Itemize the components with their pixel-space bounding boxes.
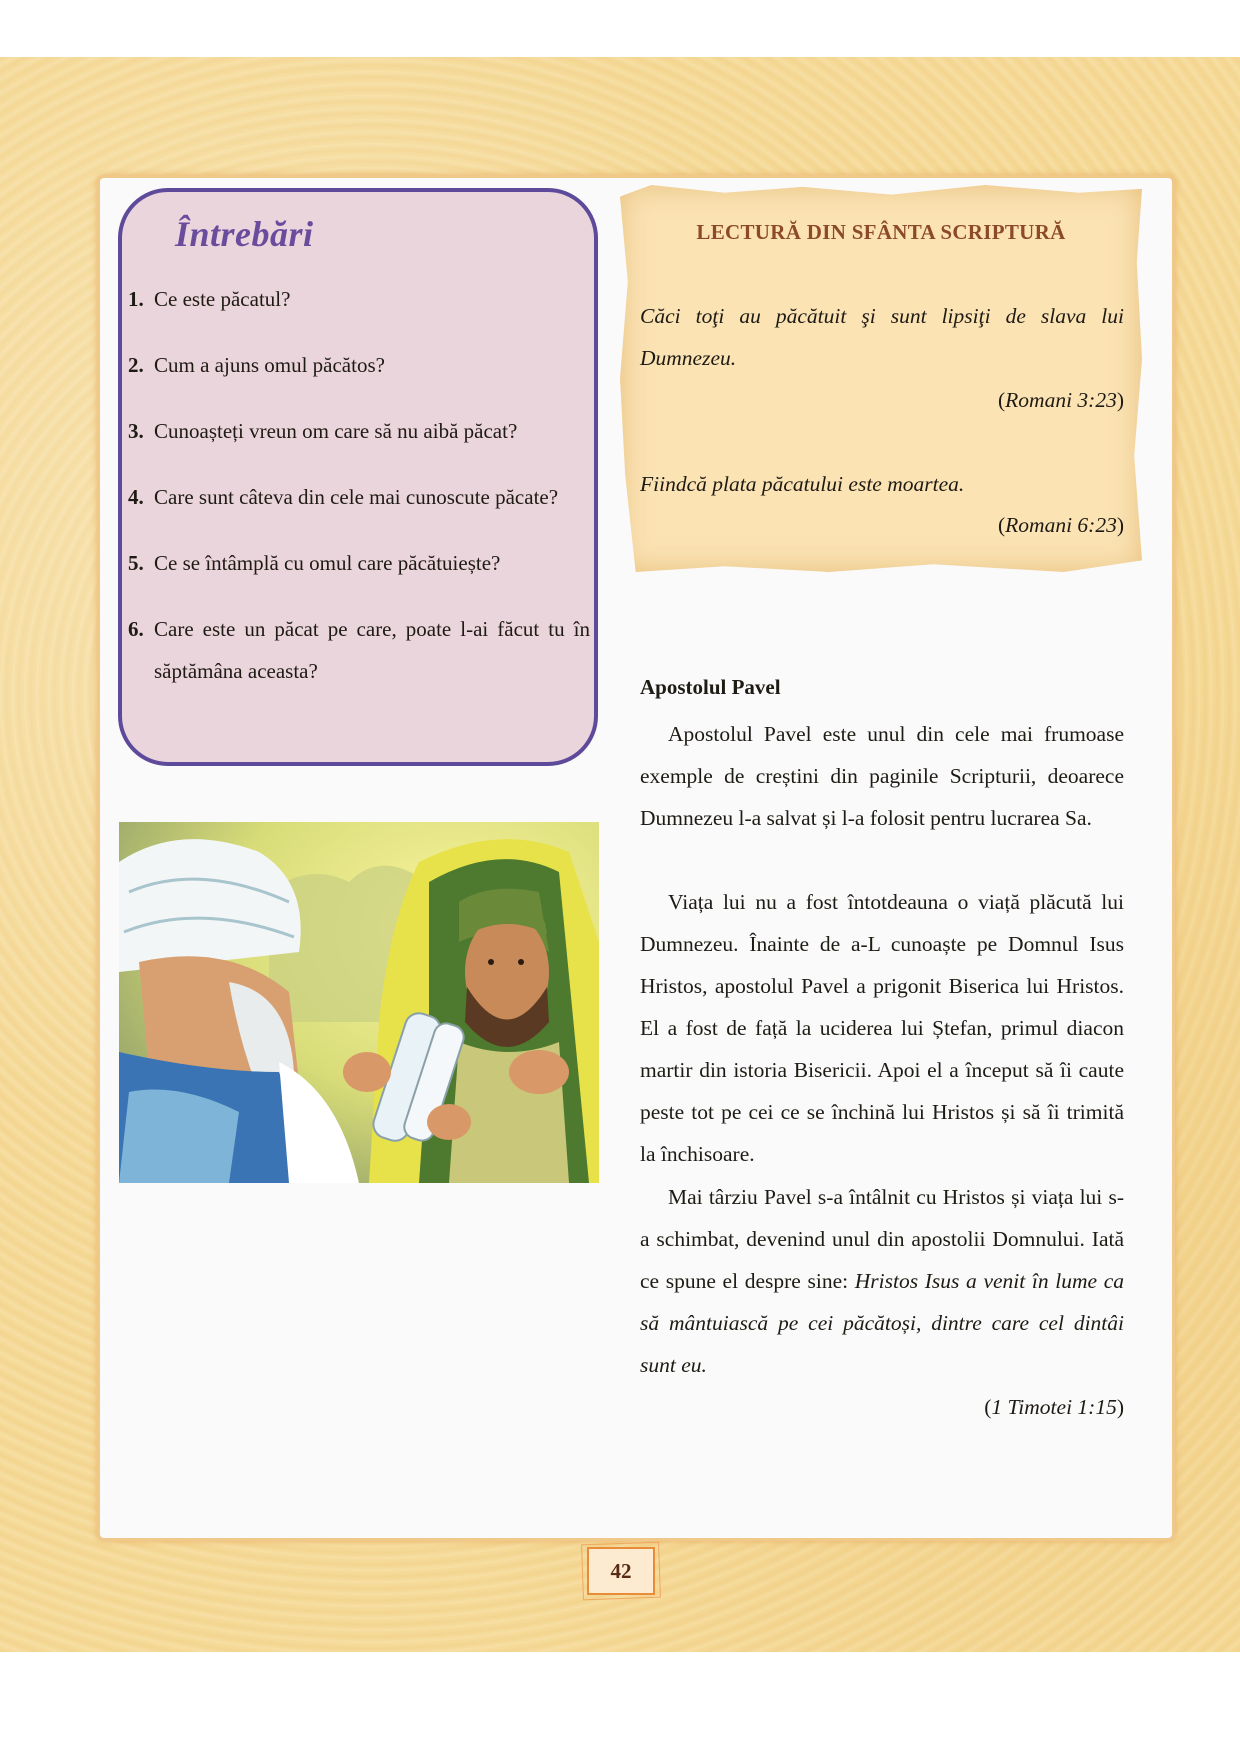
question-text: Ce se întâmplă cu omul care păcătuiește? [154, 551, 501, 575]
questions-list [128, 278, 590, 716]
reference-romans-3-23: (Romani 3:23) [997, 388, 1124, 412]
question-text: Cum a ajuns omul păcătos? [154, 353, 385, 377]
quote-1-timothy: Hristos Isus a venit în lume ca să mântuiască pe cei păcătoși, dintre care cel dintâi sunt eu. [640, 1269, 1125, 1377]
question-number: 3. [128, 419, 144, 443]
question-number: 6. [128, 617, 144, 641]
reference-1-timothy-1-15: (1 Timotei 1:15) [984, 1395, 1124, 1419]
article-title: Apostolul Pavel [640, 675, 781, 699]
article-paragraph: Viața lui nu a fost întotdeauna o viață plăcută lui Dumnezeu. Înainte de a-L cunoaște pe Domnul Isus Hristos, apostolul Pavel a prigonit Biserica lui Hristos. El a fost de față la uciderea lui Ștefan, primul diacon martir din istoria Bisericii. Apoi el a început să îi caute peste tot pe cei ce se închină lui Hristos și să îi trimită la închisoare. [640, 890, 1124, 1166]
page-number: 42 [587, 1547, 655, 1595]
question-item [128, 476, 590, 518]
question-text: Care sunt câteva din cele mai cunoscute păcate? [154, 485, 559, 509]
verse-romans-6-23: Fiindcă plata păcatului este moartea. [640, 472, 965, 496]
question-item [128, 608, 590, 692]
question-text: Ce este păcatul? [154, 287, 291, 311]
questions-title: Întrebări [175, 214, 314, 254]
question-text: Cunoașteți vreun om care să nu aibă păcat? [154, 419, 518, 443]
question-item [128, 410, 590, 452]
question-text: Care este un păcat pe care, poate l-ai făcut tu în săptămâna aceasta? [154, 617, 590, 683]
question-number: 2. [128, 353, 144, 377]
reference-romans-6-23: (Romani 6:23) [997, 513, 1124, 537]
question-number: 4. [128, 485, 144, 509]
reading-title: LECTURĂ DIN SFÂNTA SCRIPTURĂ [696, 220, 1066, 244]
question-item [128, 278, 590, 320]
question-item [128, 344, 590, 386]
question-number: 1. [128, 287, 144, 311]
question-item [128, 542, 590, 584]
article-paragraph: Apostolul Pavel este unul din cele mai frumoase exemple de creștini din paginile Scripturii, deoarece Dumnezeu l-a salvat și l-a folosit pentru lucrarea Sa. [640, 722, 1124, 830]
question-number: 5. [128, 551, 144, 575]
verse-romans-3-23: Căci toţi au păcătuit şi sunt lipsiţi de slava lui Dumnezeu. [640, 304, 1124, 370]
apostle-illustration [119, 822, 599, 1183]
article-paragraph: Mai târziu Pavel s-a întâlnit cu Hristos și viața lui s-a schimbat, devenind unul din apostolii Domnului. Iată ce spune el despre sine: Hristos Isus a venit în lume ca să mântuiască pe cei păcătoși, dintre care cel dintâi sunt eu. [640, 1185, 1125, 1377]
